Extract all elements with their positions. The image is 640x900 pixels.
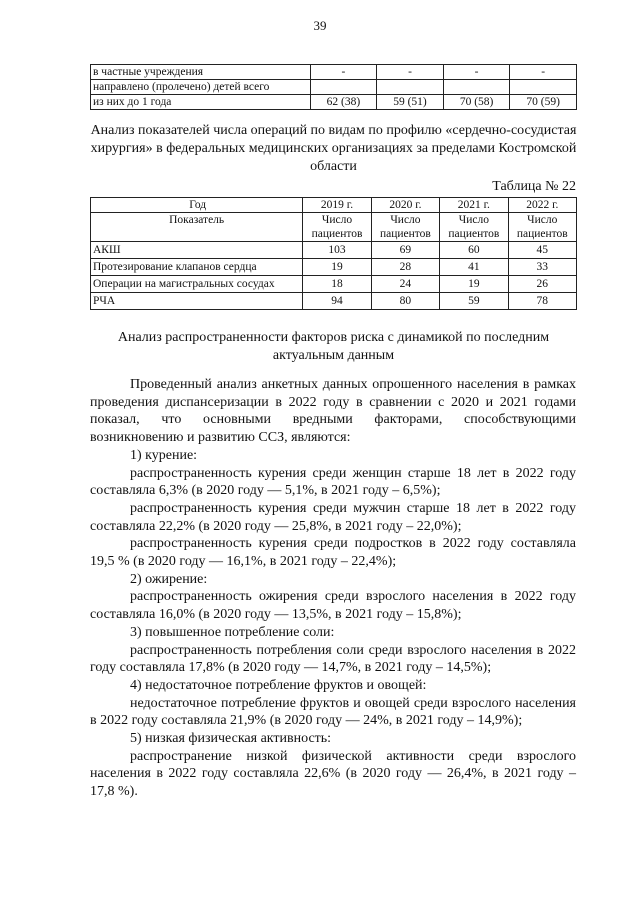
list-item-paragraph: распространенность курения среди мужчин старше 18 лет в 2022 году составляла 22,2% (в 2020 году — 25,8%, в 2021 году – 22,0%); <box>90 500 576 534</box>
cell-value <box>510 80 577 95</box>
header-year: 2022 г. <box>508 198 576 213</box>
table-row <box>91 259 577 276</box>
cell-value: 70 (59) <box>510 95 577 110</box>
cell-value: 19 <box>303 259 371 276</box>
row-label: из них до 1 года <box>91 95 311 110</box>
cell-value: 26 <box>508 276 576 293</box>
cell-value: 24 <box>371 276 439 293</box>
list-item-paragraph: распространенность потребления соли среди взрослого населения в 2022 году составляла 17,8% (в 2020 году — 14,7%, в 2021 году – 14,5%); <box>90 642 576 676</box>
cell-value: 41 <box>440 259 508 276</box>
list-item-heading: 5) низкая физическая активность: <box>130 731 332 747</box>
operations-table <box>90 197 577 310</box>
header-indicator-label: Показатель <box>91 213 303 242</box>
header-year: 2020 г. <box>371 198 439 213</box>
table-row <box>91 95 577 110</box>
row-label: Протезирование клапанов сердца <box>91 259 303 276</box>
cell-value: 80 <box>371 293 439 310</box>
table-row <box>91 65 577 80</box>
header-year: 2021 г. <box>440 198 508 213</box>
cell-value: 78 <box>508 293 576 310</box>
row-label: РЧА <box>91 293 303 310</box>
header-year-label: Год <box>91 198 303 213</box>
table-row <box>91 276 577 293</box>
intro-paragraph: Проведенный анализ анкетных данных опрошенного населения в рамках проведения диспансеризации в 2022 году в сравнении с 2020 и 2021 годами показал, что основными вредными факторами, способствующими возникновению и развитию ССЗ, являются: <box>90 377 576 446</box>
section-title: Анализ распространенности факторов риска с динамикой по последним актуальным данным <box>117 330 550 363</box>
header-patients: Число пациентов <box>303 213 371 242</box>
cell-value: 45 <box>508 242 576 259</box>
table-subheader-row <box>91 213 577 242</box>
cell-value: - <box>510 65 577 80</box>
page-number: 39 <box>313 18 327 33</box>
cell-value <box>310 80 377 95</box>
list-item-heading: 2) ожирение: <box>130 571 208 587</box>
list-item-paragraph: недостаточное потребление фруктов и овощей среди взрослого населения в 2022 году составляла 21,9% (в 2020 году — 24%, в 2021 году – 14,9%); <box>90 695 576 729</box>
cell-value: 33 <box>508 259 576 276</box>
table-title: Анализ показателей числа операций по видам по профилю «сердечно-сосудистая хирургия» в федеральных медицинских организациях за пределами Костромской области <box>90 123 577 174</box>
header-patients: Число пациентов <box>440 213 508 242</box>
cell-value: 59 <box>440 293 508 310</box>
cell-value: 59 (51) <box>377 95 444 110</box>
table-header-row <box>91 198 577 213</box>
cell-value: 60 <box>440 242 508 259</box>
list-item-paragraph: распространение низкой физической активности среди взрослого населения в 2022 году составляла 22,6% (в 2020 году — 26,4%, в 2021 году – 17,8 %). <box>90 748 576 800</box>
header-patients: Число пациентов <box>508 213 576 242</box>
list-item-paragraph: распространенность курения среди женщин старше 18 лет в 2022 году составляла 6,3% (в 2020 году — 5,1%, в 2021 году – 6,5%); <box>90 465 576 499</box>
cell-value: 18 <box>303 276 371 293</box>
list-item-paragraph: распространенность ожирения среди взрослого населения в 2022 году составляла 16,0% (в 2020 году — 13,5%, в 2021 году – 15,8%); <box>90 589 576 623</box>
list-item-paragraph: распространенность курения среди подростков в 2022 году составляла 19,5 % (в 2020 году — 16,1%, в 2021 году – 22,4%); <box>90 536 576 570</box>
list-item-heading: 3) повышенное потребление соли: <box>130 624 335 640</box>
row-label: АКШ <box>91 242 303 259</box>
cell-value: 19 <box>440 276 508 293</box>
list-item-heading: 4) недостаточное потребление фруктов и овощей: <box>130 677 427 693</box>
cell-value: 69 <box>371 242 439 259</box>
cell-value: - <box>310 65 377 80</box>
row-label: Операции на магистральных сосудах <box>91 276 303 293</box>
header-year: 2019 г. <box>303 198 371 213</box>
cell-value: - <box>377 65 444 80</box>
cell-value: - <box>443 65 510 80</box>
cell-value: 94 <box>303 293 371 310</box>
cell-value: 103 <box>303 242 371 259</box>
continued-table <box>90 64 577 110</box>
cell-value: 62 (38) <box>310 95 377 110</box>
table-row <box>91 80 577 95</box>
cell-value <box>443 80 510 95</box>
row-label: направлено (пролечено) детей всего <box>91 80 311 95</box>
row-label: в частные учреждения <box>91 65 311 80</box>
header-patients: Число пациентов <box>371 213 439 242</box>
table-row <box>91 293 577 310</box>
table-row <box>91 242 577 259</box>
cell-value: 70 (58) <box>443 95 510 110</box>
list-item-heading: 1) курение: <box>130 447 198 463</box>
cell-value: 28 <box>371 259 439 276</box>
section-body <box>90 376 576 801</box>
table-number: Таблица № 22 <box>492 179 576 194</box>
cell-value <box>377 80 444 95</box>
